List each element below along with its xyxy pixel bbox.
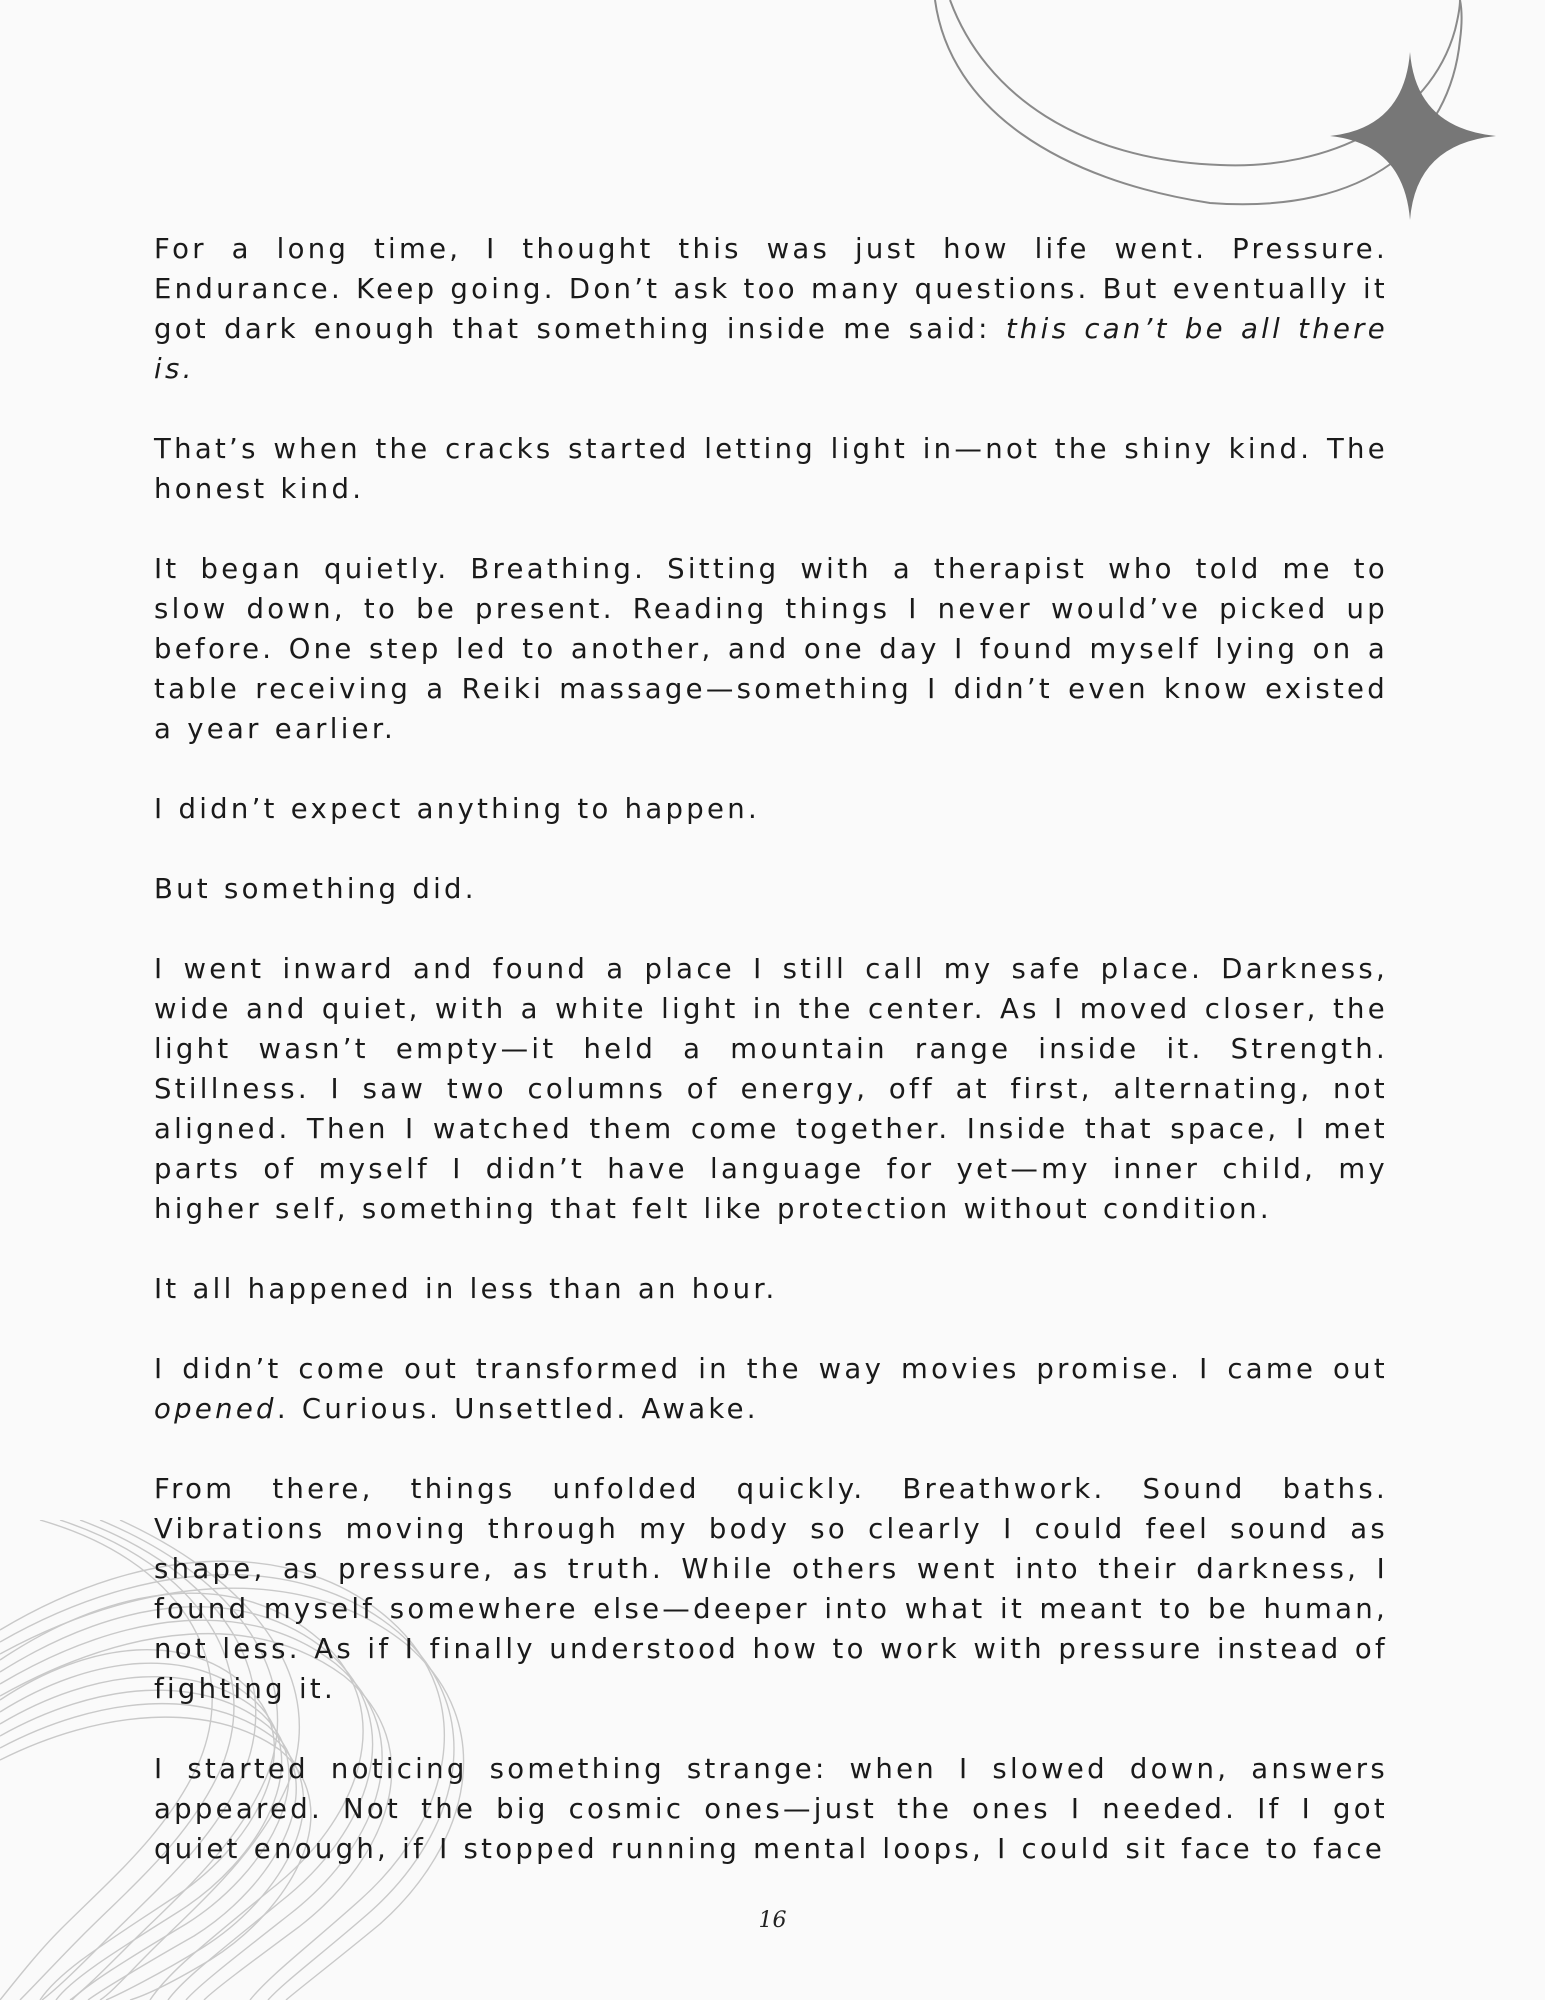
paragraph-10: I started noticing something strange: when I slowed down, answers appeared. Not the big cosmic ones—just the ones I needed. If I got quiet enough, if I stopped running mental loops, I could sit face to face (154, 1753, 1388, 1865)
paragraph-8 (154, 1349, 1388, 1429)
paragraph-1-italic: this can’t be all there is. (154, 313, 1388, 385)
page-number: 16 (758, 1908, 787, 1933)
body-text (154, 229, 1388, 1869)
paragraph-7: It all happened in less than an hour. (154, 1273, 778, 1305)
paragraph-1-text: For a long time, I thought this was just how life went. Pressure. Endurance. Keep going. Don’t ask too many questions. But eventually it got dark enough that something inside me said: (154, 233, 1388, 345)
paragraph-8-text: I didn’t come out transformed in the way movies promise. I came out (154, 1353, 1388, 1385)
four-point-star-icon (1330, 52, 1496, 220)
orbit-star-icon (900, 0, 1545, 240)
paragraph-1 (154, 229, 1388, 389)
paragraph-6: I went inward and found a place I still call my safe place. Darkness, wide and quiet, with a white light in the center. As I moved closer, the light wasn’t empty—it held a mountain range inside it. Strength. Stillness. I saw two columns of energy, off at first, alternating, not aligned. Then I watched them come together. Inside that space, I met parts of myself I didn’t have language for yet—my inner child, my higher self, something that felt like protection without condition. (154, 953, 1388, 1225)
paragraph-9: From there, things unfolded quickly. Breathwork. Sound baths. Vibrations moving through my body so clearly I could feel sound as shape, as pressure, as truth. While others went into their darkness, I found myself somewhere else—deeper into what it meant to be human, not less. As if I finally understood how to work with pressure instead of fighting it. (154, 1473, 1388, 1705)
paragraph-4: I didn’t expect anything to happen. (154, 793, 760, 825)
orbit-ring-outer (935, 0, 1462, 204)
paragraph-3: It began quietly. Breathing. Sitting with a therapist who told me to slow down, to be present. Reading things I never would’ve picked up before. One step led to another, and one day I found myself lying on a table receiving a Reiki massage—something I didn’t even know existed a year earlier. (154, 553, 1388, 745)
paragraph-2: That’s when the cracks started letting light in—not the shiny kind. The honest kind. (154, 433, 1388, 505)
paragraph-5: But something did. (154, 873, 477, 905)
paragraph-8-text-end: . Curious. Unsettled. Awake. (276, 1393, 759, 1425)
paragraph-8-italic: opened (154, 1393, 277, 1425)
